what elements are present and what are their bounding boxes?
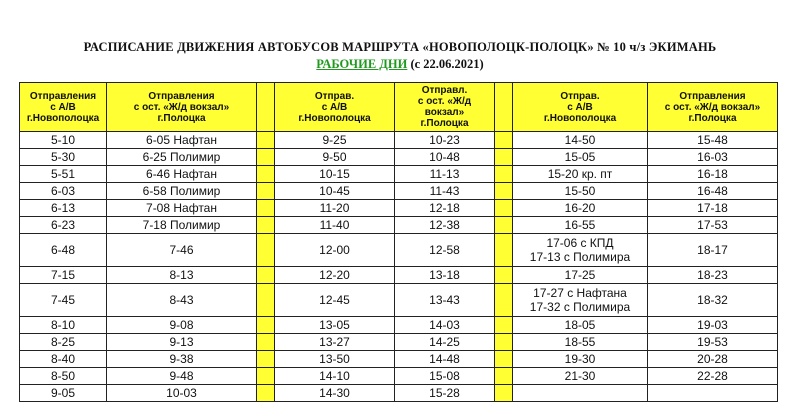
column-header (395, 83, 495, 132)
time-value: 14-48 (429, 352, 460, 366)
time-cell (648, 166, 778, 183)
separator-cell (257, 351, 275, 368)
time-cell (275, 217, 395, 234)
time-cell (275, 166, 395, 183)
time-cell (648, 351, 778, 368)
time-value: 10-03 (166, 386, 197, 400)
separator-cell (495, 351, 513, 368)
time-cell (275, 368, 395, 385)
time-cell (107, 234, 257, 267)
time-cell (648, 267, 778, 284)
time-cell (395, 351, 495, 368)
time-cell (275, 183, 395, 200)
time-cell (20, 284, 107, 317)
time-value: 7-18 Полимир (142, 218, 221, 232)
time-value: 14-30 (319, 386, 350, 400)
separator-cell (495, 132, 513, 149)
time-cell (20, 385, 107, 402)
table-row (20, 132, 778, 149)
column-header (107, 83, 257, 132)
time-value: 12-00 (319, 243, 350, 257)
time-value: 7-08 Нафтан (146, 201, 217, 215)
time-cell (395, 132, 495, 149)
time-value: 14-50 (564, 133, 596, 147)
time-cell (513, 132, 648, 149)
time-cell (395, 234, 495, 267)
separator-cell (257, 334, 275, 351)
time-cell (513, 149, 648, 166)
time-value: 18-17 (697, 243, 728, 257)
time-cell (513, 267, 648, 284)
time-value: 9-38 (169, 352, 194, 366)
column-header-line: г.Полоцка (420, 118, 469, 129)
time-value: 11-20 (319, 201, 350, 215)
time-value: 12-18 (429, 201, 460, 215)
time-cell (107, 267, 257, 284)
time-value: 9-50 (322, 150, 347, 164)
time-value: 16-55 (564, 218, 596, 232)
table-row (20, 385, 778, 402)
time-value: 11-13 (429, 167, 460, 181)
time-value: 15-05 (564, 150, 596, 164)
time-value: 17-13 с Полимира (529, 250, 631, 264)
time-value: 15-50 (564, 184, 596, 198)
column-header-line: с ост. «Ж/д (417, 96, 472, 107)
time-value: 17-06 с КПД (546, 236, 614, 250)
time-cell (648, 385, 778, 402)
separator-cell (495, 385, 513, 402)
table-row (20, 217, 778, 234)
column-header-line: с ост. «Ж/д вокзал» (133, 101, 230, 113)
time-value: 6-05 Нафтан (146, 133, 217, 147)
separator-cell (495, 183, 513, 200)
time-cell (395, 385, 495, 402)
time-value: 15-08 (429, 369, 460, 383)
time-value: 17-25 (564, 268, 596, 282)
table-row (20, 351, 778, 368)
time-cell (275, 132, 395, 149)
time-value: 16-03 (697, 150, 728, 164)
time-cell (275, 385, 395, 402)
column-header-line: с А/В (321, 101, 348, 113)
table-row (20, 166, 778, 183)
table-row (20, 234, 778, 267)
time-value: 19-30 (564, 352, 596, 366)
time-cell (513, 385, 648, 402)
days-label: РАБОЧИЕ ДНИ (316, 57, 408, 71)
time-value: 7-46 (169, 243, 194, 257)
time-value: 9-25 (322, 133, 347, 147)
separator-cell (257, 368, 275, 385)
time-cell (395, 368, 495, 385)
time-value: 11-40 (319, 218, 350, 232)
time-cell (648, 217, 778, 234)
separator-column (495, 83, 513, 132)
separator-cell (495, 368, 513, 385)
time-value: 10-15 (319, 167, 350, 181)
column-header (20, 83, 107, 132)
time-cell (107, 132, 257, 149)
separator-cell (257, 166, 275, 183)
time-value: 11-43 (429, 184, 460, 198)
time-value: 6-03 (50, 184, 76, 198)
time-cell (395, 200, 495, 217)
column-header-line: г.Новополоцка (543, 112, 617, 124)
time-value: 18-32 (697, 293, 728, 307)
time-cell (20, 183, 107, 200)
time-value: 6-48 (50, 243, 76, 257)
column-header-line: г.Новополоцка (26, 112, 100, 124)
separator-cell (257, 284, 275, 317)
separator-cell (257, 385, 275, 402)
time-cell (20, 149, 107, 166)
time-cell (107, 385, 257, 402)
separator-column (257, 83, 275, 132)
header-row (20, 83, 778, 132)
time-cell (513, 200, 648, 217)
time-cell (20, 368, 107, 385)
time-cell (107, 317, 257, 334)
column-header-line: Отправления (29, 90, 97, 102)
time-cell (395, 149, 495, 166)
time-value: 8-40 (50, 352, 76, 366)
time-cell (513, 166, 648, 183)
time-cell (20, 217, 107, 234)
column-header-line: вокзал» (424, 107, 465, 118)
time-cell (107, 200, 257, 217)
separator-cell (495, 200, 513, 217)
separator-cell (257, 317, 275, 334)
time-value: 16-18 (697, 167, 728, 181)
time-cell (20, 317, 107, 334)
time-cell (107, 334, 257, 351)
time-cell (513, 317, 648, 334)
page-subtitle (0, 57, 800, 72)
column-header (648, 83, 778, 132)
time-cell (20, 166, 107, 183)
time-cell (20, 132, 107, 149)
time-value: 7-45 (50, 293, 76, 307)
table-row (20, 334, 778, 351)
separator-cell (257, 234, 275, 267)
time-value: 7-15 (50, 268, 76, 282)
time-value: 8-13 (169, 268, 194, 282)
separator-cell (495, 234, 513, 267)
time-value: 8-43 (169, 293, 194, 307)
time-value: 14-10 (319, 369, 350, 383)
time-value: 6-13 (50, 201, 76, 215)
time-value: 16-20 (564, 201, 596, 215)
time-cell (513, 183, 648, 200)
time-cell (107, 351, 257, 368)
time-value: 13-05 (319, 318, 350, 332)
time-value: 21-30 (564, 369, 596, 383)
time-cell (648, 284, 778, 317)
time-value: 15-48 (697, 133, 728, 147)
schedule-table (19, 82, 778, 402)
column-header-line: Отправления (148, 90, 215, 102)
time-cell (395, 317, 495, 334)
time-value: 8-25 (50, 335, 76, 349)
column-header-line: Отправл. (421, 85, 468, 96)
time-value: 12-58 (429, 243, 460, 257)
time-value: 19-03 (697, 318, 728, 332)
time-value: 12-20 (319, 268, 350, 282)
time-cell (107, 149, 257, 166)
column-header-line: с А/В (567, 101, 593, 113)
time-cell (275, 149, 395, 166)
time-value: 5-30 (50, 150, 76, 164)
time-cell (107, 284, 257, 317)
time-cell (648, 149, 778, 166)
time-cell (648, 334, 778, 351)
time-value: 8-50 (50, 369, 76, 383)
separator-cell (257, 132, 275, 149)
time-value: 9-05 (50, 386, 76, 400)
separator-cell (495, 267, 513, 284)
time-cell (395, 166, 495, 183)
separator-cell (257, 149, 275, 166)
time-cell (107, 166, 257, 183)
time-cell (395, 183, 495, 200)
time-value: 13-18 (429, 268, 460, 282)
time-value: 10-23 (429, 133, 460, 147)
separator-cell (495, 334, 513, 351)
separator-cell (257, 200, 275, 217)
time-value: 6-46 Нафтан (146, 167, 217, 181)
separator-cell (495, 317, 513, 334)
time-cell (275, 317, 395, 334)
time-value: 18-05 (564, 318, 596, 332)
time-cell (275, 234, 395, 267)
time-value: 6-23 (50, 218, 76, 232)
time-cell (513, 334, 648, 351)
column-header (513, 83, 648, 132)
time-cell (20, 200, 107, 217)
separator-cell (257, 217, 275, 234)
time-value: 20-28 (697, 352, 728, 366)
time-cell (513, 234, 648, 267)
time-cell (20, 334, 107, 351)
time-cell (275, 267, 395, 284)
time-cell (648, 132, 778, 149)
column-header-line: с А/В (50, 101, 76, 113)
table-row (20, 368, 778, 385)
time-value: 10-45 (319, 184, 350, 198)
time-cell (513, 368, 648, 385)
separator-cell (257, 267, 275, 284)
time-value: 14-25 (429, 335, 460, 349)
time-value: 5-51 (50, 167, 76, 181)
table-row (20, 200, 778, 217)
time-value: 12-45 (319, 293, 350, 307)
time-value: 16-48 (697, 184, 728, 198)
table-row (20, 183, 778, 200)
time-cell (513, 217, 648, 234)
time-value: 15-20 кр. пт (547, 167, 613, 181)
time-cell (648, 200, 778, 217)
column-header-line: Отправ. (314, 90, 355, 102)
time-value: 12-38 (429, 218, 460, 232)
column-header-line: г.Полоцка (157, 112, 206, 124)
time-value: 9-48 (169, 369, 194, 383)
time-value: 17-27 с Нафтана (533, 286, 627, 300)
table-row (20, 149, 778, 166)
time-value: 15-28 (429, 386, 460, 400)
time-value: 18-55 (564, 335, 596, 349)
separator-cell (495, 284, 513, 317)
time-cell (513, 284, 648, 317)
time-cell (20, 351, 107, 368)
time-value: 9-13 (169, 335, 194, 349)
time-cell (513, 351, 648, 368)
separator-cell (257, 183, 275, 200)
time-value: 10-48 (429, 150, 460, 164)
time-cell (107, 368, 257, 385)
column-header-line: г.Новополоцка (298, 112, 371, 124)
column-header-line: с ост. «Ж/д вокзал» (664, 101, 761, 113)
time-value: 17-32 с Полимира (529, 300, 631, 314)
column-header-line: г.Полоцка (688, 112, 737, 124)
time-cell (20, 267, 107, 284)
column-header (275, 83, 395, 132)
table-row (20, 317, 778, 334)
time-cell (395, 217, 495, 234)
time-value: 9-08 (169, 318, 194, 332)
time-cell (395, 334, 495, 351)
column-header-line: Отправ. (560, 90, 600, 102)
time-value: 18-23 (697, 268, 728, 282)
time-value: 17-53 (697, 218, 728, 232)
separator-cell (495, 217, 513, 234)
time-cell (648, 368, 778, 385)
time-value: 13-50 (319, 352, 350, 366)
separator-cell (495, 166, 513, 183)
time-value: 5-10 (50, 133, 76, 147)
time-cell (275, 334, 395, 351)
time-cell (395, 267, 495, 284)
time-cell (395, 284, 495, 317)
time-cell (648, 183, 778, 200)
time-cell (648, 234, 778, 267)
time-value: 13-27 (319, 335, 350, 349)
time-cell (275, 284, 395, 317)
time-cell (20, 234, 107, 267)
time-value: 17-18 (697, 201, 728, 215)
effective-date: (с 22.06.2021) (407, 57, 484, 71)
time-value: 19-53 (697, 335, 728, 349)
time-value: 8-10 (50, 318, 76, 332)
time-cell (107, 217, 257, 234)
time-value: 22-28 (697, 369, 728, 383)
table-row (20, 284, 778, 317)
column-header-line: Отправления (679, 90, 746, 102)
time-cell (107, 183, 257, 200)
table-row (20, 267, 778, 284)
time-cell (648, 317, 778, 334)
time-value: 13-43 (429, 293, 460, 307)
page-title: РАСПИСАНИЕ ДВИЖЕНИЯ АВТОБУСОВ МАРШРУТА «НОВОПОЛОЦК-ПОЛОЦК» № 10 ч/з ЭКИМАНЬ (83, 40, 717, 54)
separator-cell (495, 149, 513, 166)
time-value: 6-25 Полимир (142, 150, 221, 164)
time-value: 6-58 Полимир (142, 184, 221, 198)
time-value: 14-03 (429, 318, 460, 332)
table-body (20, 132, 778, 402)
time-cell (275, 200, 395, 217)
time-cell (275, 351, 395, 368)
